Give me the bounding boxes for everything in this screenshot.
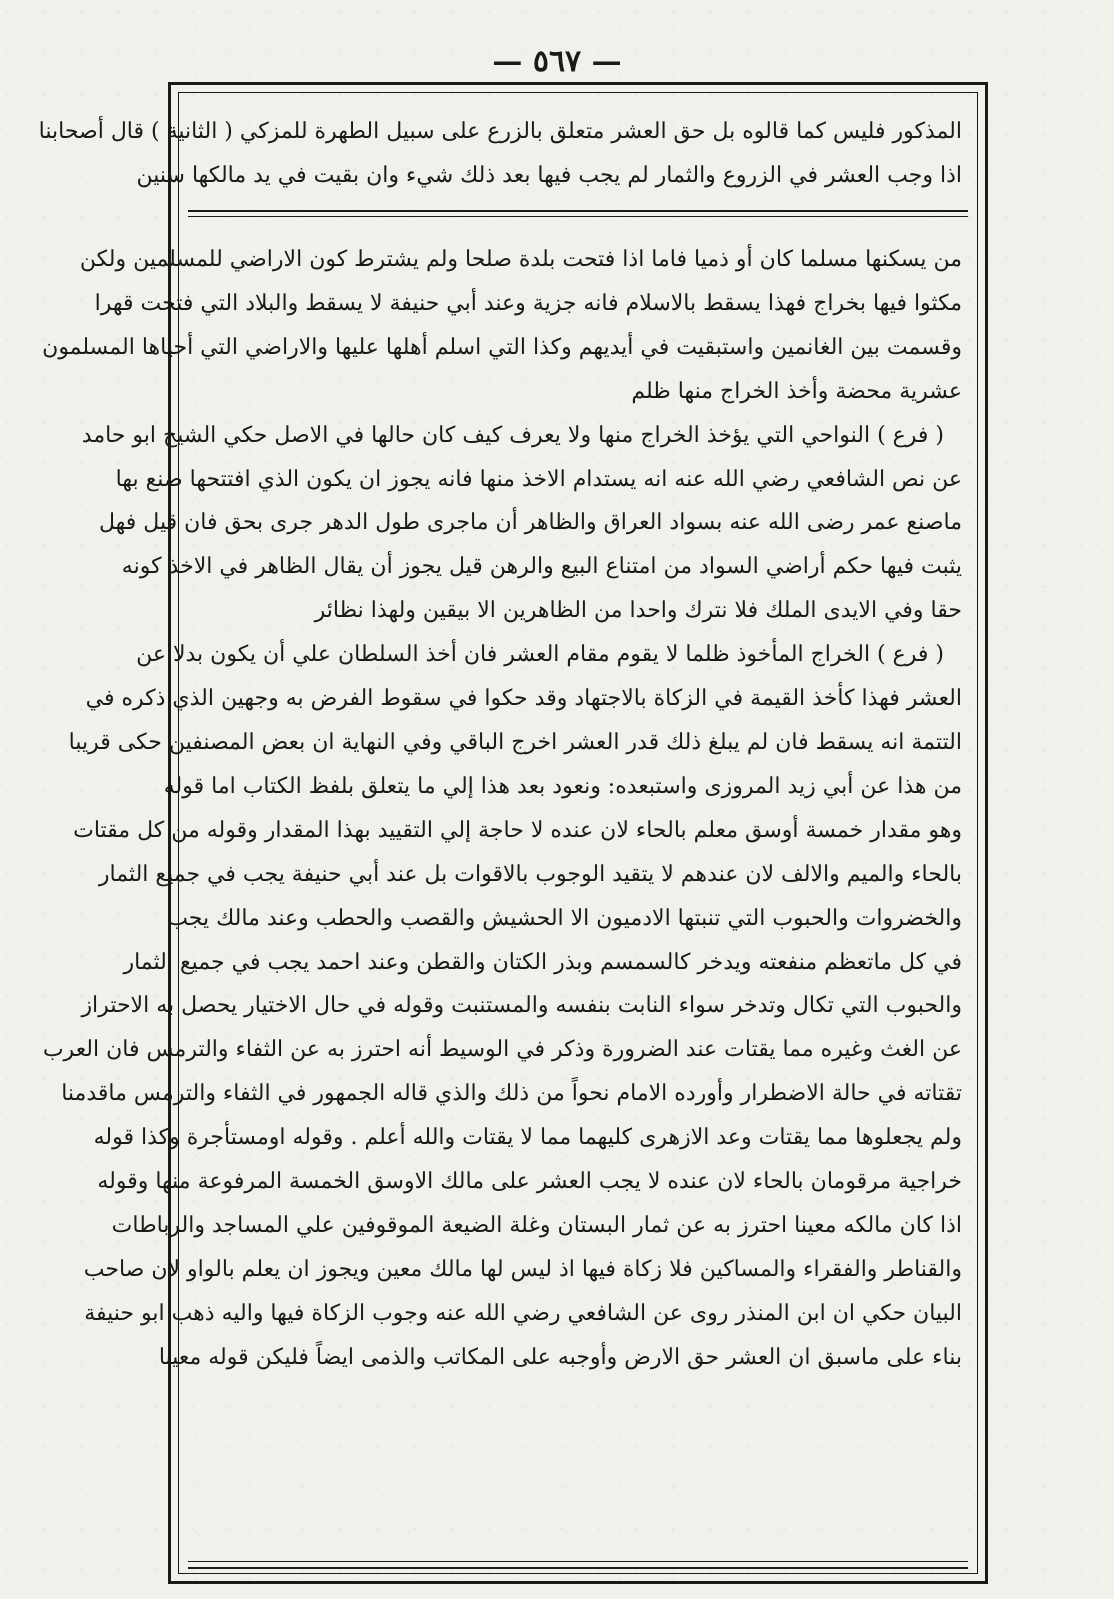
body-line: عن الغث وغيره مما يقتات عند الضرورة وذكر في الوسيط أنه احترز به عن الثفاء والترمس فان العرب [42,1037,962,1063]
body-line: البيان حكي ان ابن المنذر روى عن الشافعي رضي الله عنه وجوب الزكاة فيها واليه ذهب ابو حنيفة [84,1300,962,1326]
body-line: ( فرع ) الخراج المأخوذ ظلما لا يقوم مقام العشر فان أخذ السلطان علي أن يكون بدلا عن [136,642,944,668]
body-line: بناء على ماسبق ان العشر حق الارض وأوجبه على المكاتب والذمى ايضاً فليكن قوله معينا [158,1344,962,1370]
body-line: ماصنع عمر رضى الله عنه بسواد العراق والظاهر أن ماجرى طول الدهر جرى بحق فان قيل فهل [98,510,962,536]
body-line: وقسمت بين الغانمين واستبقيت في أيديهم وكذا التي اسلم أهلها عليها والاراضي التي أحياها المسلمون [42,334,962,360]
body-line: اذا كان مالكه معينا احترز به عن ثمار البستان وغلة الضيعة الموقوفين علي المساجد والرباطات [111,1212,962,1238]
body-line: من يسكنها مسلما كان أو ذميا فاما اذا فتحت بلدة صلحا ولم يشترط كون الاراضي للمسلمين ولكن [79,247,962,272]
page-number: — ٥٦٧ — [492,44,622,79]
body-line: وهو مقدار خمسة أوسق معلم بالحاء لان عنده لا حاجة إلي التقييد بهذا المقدار وقوله من كل مقتات [73,817,962,843]
body-line: عشرية محضة وأخذ الخراج منها ظلم [631,378,962,404]
body-line: خراجية مرقومان بالحاء لان عنده لا يجب العشر على مالك الاوسق الخمسة المرفوعة منها وقوله [97,1169,962,1195]
body-line: والحبوب التي تكال وتدخر سواء النابت بنفسه والمستنبت وقوله في حال الاختيار يحصل به الاحتراز [81,993,962,1019]
body-line: والخضروات والحبوب التي تنبتها الادميون الا الحشيش والقصب والحطب وعند مالك يجب [167,905,962,931]
body-line: بالحاء والميم والالف لان عندهم لا يتقيد الوجوب بالاقوات بل عند أبي حنيفة يجب في جميع الثمار [98,861,962,887]
body-text [42,238,962,1380]
section-divider [188,210,968,212]
body-line: ولم يجعلوها مما يقتات وعد الازهرى كليهما مما لا يقتات والله أعلم . وقوله اومستأجرة وكذا قوله [93,1125,962,1151]
bottom-rule-thick [188,1567,968,1569]
body-line: مكثوا فيها بخراج فهذا يسقط بالاسلام فانه جزية وعند أبي حنيفة لا يسقط والبلاد التي فتحت قهرا [94,290,962,316]
body-line: عن نص الشافعي رضي الله عنه انه يستدام الاخذ منها فانه يجوز ان يكون الذي افتتحها صنع بها [115,466,962,492]
section-divider-thin [188,216,968,217]
header-line: المذكور فليس كما قالوه بل حق العشر متعلق بالزرع على سبيل الطهرة للمزكي ( الثانية ) قال أصحابنا [38,119,962,144]
body-line: ( فرع ) النواحي التي يؤخذ الخراج منها ولا يعرف كيف كان حالها في الاصل حكي الشيخ ابو حامد [81,422,944,448]
body-line: حقا وفي الايدى الملك فلا نترك واحدا من الظاهرين الا بيقين ولهذا نظائر [314,598,962,624]
body-line: في كل ماتعظم منفعته ويدخر كالسمسم وبذر الكتان والقطن وعند احمد يجب في جميع الثمار [123,949,962,975]
bottom-rule [188,1561,968,1562]
body-line: العشر فهذا كأخذ القيمة في الزكاة بالاجتهاد وقد حكوا في سقوط الفرض به وجهين الذي ذكره في [85,686,962,712]
header-line: اذا وجب العشر في الزروع والثمار لم يجب فيها بعد ذلك شيء وان بقيت في يد مالكها سنين [136,163,962,188]
body-line: من هذا عن أبي زيد المروزى واستبعده: ونعود بعد هذا إلي ما يتعلق بلفظ الكتاب اما قوله [163,773,962,799]
body-line: التتمة انه يسقط فان لم يبلغ ذلك قدر العشر اخرج الباقي وفي النهاية ان بعض المصنفين حكى قريبا [68,729,962,755]
header-commentary [38,110,962,198]
body-line: والقناطر والفقراء والمساكين فلا زكاة فيها اذ ليس لها مالك معين ويجوز ان يعلم بالواو لان صاحب [83,1256,962,1282]
body-line: تقتاته في حالة الاضطرار وأورده الامام نحواً من ذلك والذي قاله الجمهور في الثفاء والترمس ماقدمنا [61,1081,962,1107]
body-line: يثبت فيها حكم أراضي السواد من امتناع البيع والرهن قيل يجوز أن يقال الظاهر في الاخذ كونه [121,554,962,580]
